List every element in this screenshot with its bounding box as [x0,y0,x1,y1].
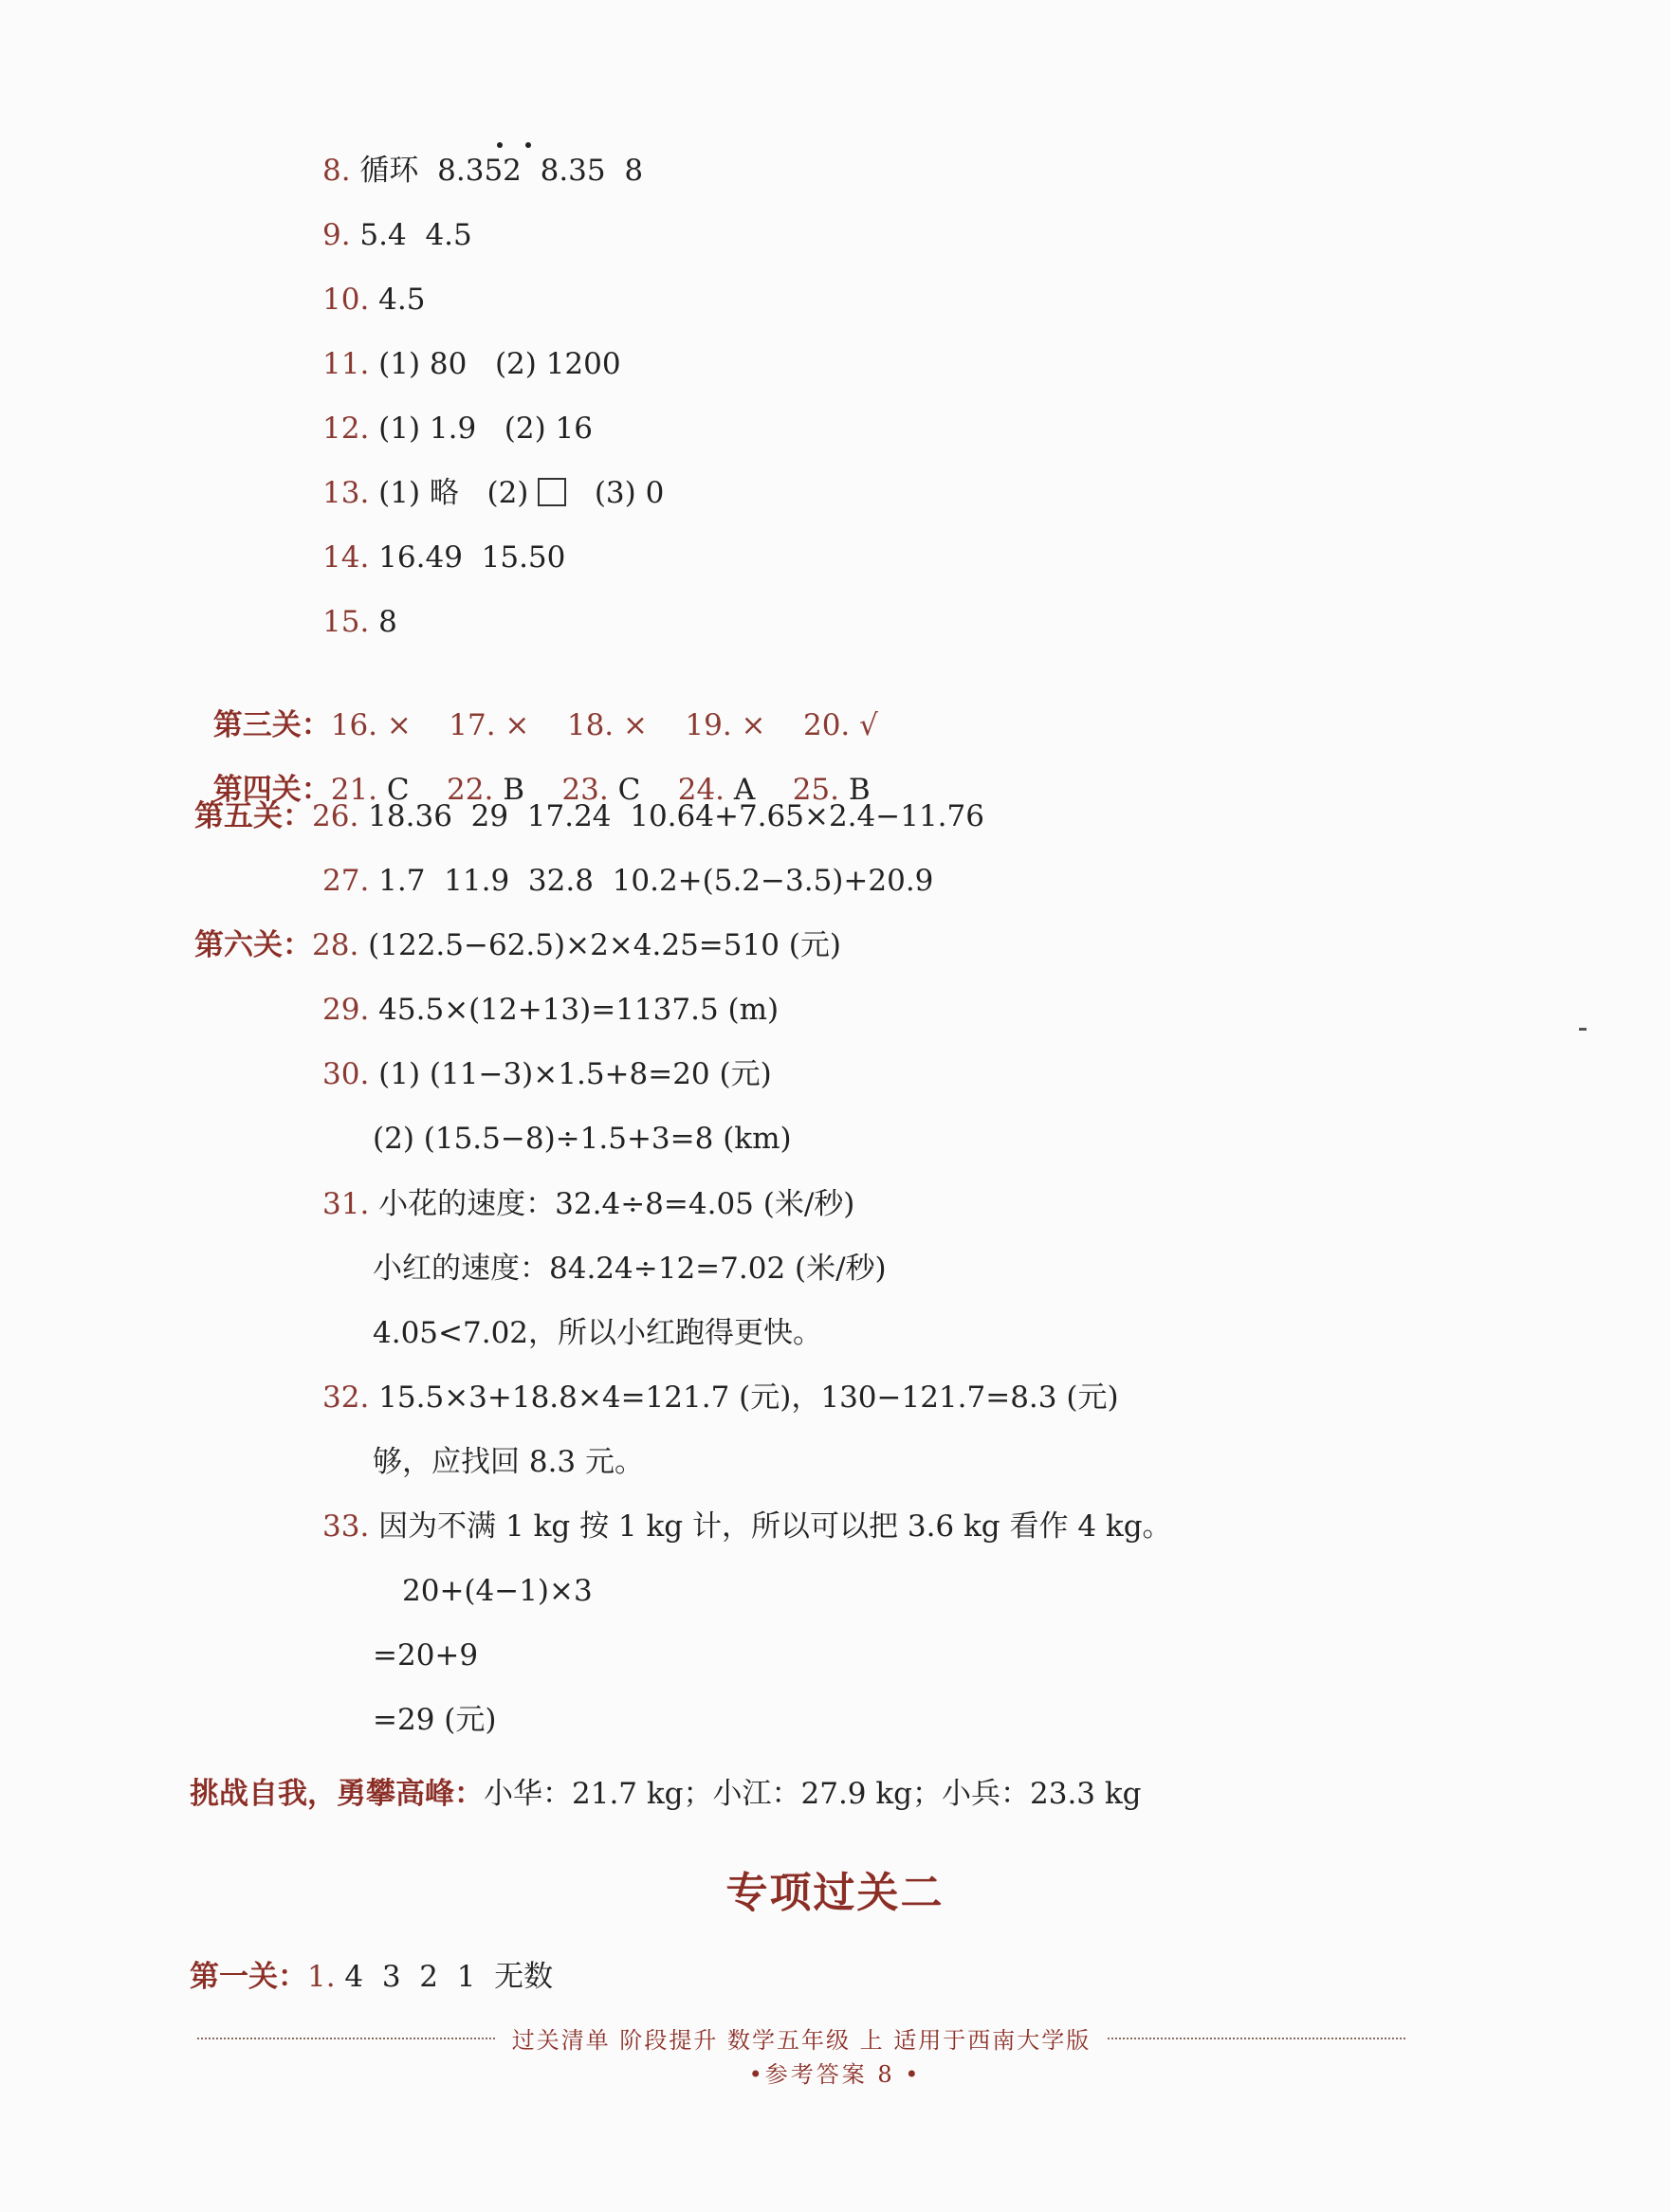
page-number: •参考答案 8 • [748,2061,922,2088]
answer-30-line-2 [373,1120,792,1158]
dotted-divider [197,2038,495,2039]
choice-number: 25. [792,773,840,807]
answer-31-line-2 [373,1250,887,1288]
answer-text: 45.5×(12+13)=1137.5 (m) [369,993,780,1027]
answer-text: 小花的速度：32.4÷8=4.05 (米/秒) [369,1187,855,1221]
level-6-label: 第六关： [194,928,312,962]
choice-number: 23. [561,773,609,807]
answer-text: 因为不满 1 kg 按 1 kg 计，所以可以把 3.6 kg 看作 4 kg。 [369,1509,1172,1544]
choice-answer: B [493,773,524,807]
answer-text: 4.05<7.02，所以小红跑得更快。 [373,1316,823,1350]
answer-text: 5.4 4.5 [350,218,472,252]
judge-item: 17. × [449,708,530,742]
answer-28 [194,926,841,964]
answer-text: (2) (15.5−8)÷1.5+3=8 (km) [373,1122,792,1156]
repeat-dot [497,142,503,148]
answer-number: 9. [322,218,351,252]
answer-text: 循环 8.352 8.35 8 [350,154,644,188]
answer-27 [322,862,933,900]
footer-text: 过关清单 阶段提升 数学五年级 上 适用于西南大学版 [511,2027,1092,2054]
choice-answer: C [377,773,410,807]
choice-answer: A [725,773,756,807]
answer-33-line-1 [322,1508,1172,1545]
answer-number: 11. [322,347,370,381]
answer-number: 28. [312,928,359,962]
section-title: 专项过关二 [725,1869,945,1917]
answer-9 [322,216,472,254]
answer-33-line-2 [402,1572,593,1610]
answer-number: 1. [307,1960,336,1994]
answer-15 [322,603,397,641]
challenge-row [190,1775,1142,1813]
level-1-label: 第一关： [190,1960,307,1994]
answer-number: 30. [322,1057,370,1091]
answer-text: 1.7 11.9 32.8 10.2+(5.2−3.5)+20.9 [369,864,934,898]
answer-text: 18.36 29 17.24 10.64+7.65×2.4−11.76 [358,799,984,833]
answer-31-line-3 [373,1314,822,1352]
answer-text: (1) (11−3)×1.5+8=20 (元) [369,1057,772,1091]
answer-26 [194,797,984,835]
answer-30-line-1 [322,1055,772,1093]
challenge-text: 小华：21.7 kg；小江：27.9 kg；小兵：23.3 kg [484,1777,1142,1811]
answer-33-line-4 [373,1701,496,1739]
dotted-divider [1108,2038,1405,2039]
answer-12 [322,410,593,448]
answer-number: 31. [322,1187,370,1221]
answer-number: 27. [322,864,370,898]
repeat-dot [525,142,531,148]
level-1-row [190,1958,553,1996]
answer-number: 12. [322,411,370,446]
answer-text: (1) 80 (2) 1200 [369,347,621,381]
answer-text: 16.49 15.50 [369,540,566,575]
challenge-label: 挑战自我，勇攀高峰： [190,1777,484,1811]
judge-item: 16. × [330,708,412,742]
choice-number: 24. [677,773,725,807]
choice-answer: B [839,773,871,807]
empty-box-icon [538,478,566,506]
choice-number: 22. [447,773,494,807]
level-5-label: 第五关： [194,799,312,833]
answer-text: 20+(4−1)×3 [402,1574,593,1608]
answer-text: 小红的速度：84.24÷12=7.02 (米/秒) [373,1252,887,1286]
answer-number: 29. [322,993,370,1027]
answer-text: (3) 0 [566,476,665,510]
choice-answer: C [608,773,641,807]
answer-33-line-3 [373,1636,478,1674]
answer-13 [322,474,664,512]
answer-number: 8. [322,154,351,188]
answer-10 [322,281,425,319]
answer-text: (1) 略 (2) [369,476,539,510]
answer-text: =20+9 [373,1638,479,1673]
answer-text: (122.5−62.5)×2×4.25=510 (元) [358,928,841,962]
level-4-label: 第四关： [212,773,331,807]
answer-31-line-1 [322,1185,854,1223]
answer-8 [322,152,643,190]
answer-14 [322,539,565,576]
answer-text: 够，应找回 8.3 元。 [373,1445,645,1479]
judge-item: 20. √ [802,708,878,742]
stray-mark [1579,1028,1587,1031]
footer [180,2021,1422,2055]
judge-item: 18. × [566,708,648,742]
answer-text: 4 3 2 1 无数 [335,1960,554,1994]
answer-number: 10. [322,283,370,317]
answer-number: 33. [322,1509,370,1544]
judge-item: 19. × [685,708,766,742]
choice-number: 21. [330,773,378,807]
level-3-label: 第三关： [212,708,331,742]
answer-number: 13. [322,476,370,510]
answer-text: 15.5×3+18.8×4=121.7 (元)，130−121.7=8.3 (元) [369,1380,1119,1415]
answer-29 [322,991,779,1029]
answer-number: 32. [322,1380,370,1415]
answer-text: =29 (元) [373,1703,497,1737]
answer-number: 26. [312,799,359,833]
answer-32-line-2 [373,1443,644,1481]
answer-number: 14. [322,540,370,575]
answer-text: (1) 1.9 (2) 16 [369,411,594,446]
answer-11 [322,345,621,383]
answer-text: 8 [369,605,397,639]
answer-32-line-1 [322,1379,1119,1417]
answer-text: 4.5 [369,283,426,317]
answer-number: 15. [322,605,370,639]
